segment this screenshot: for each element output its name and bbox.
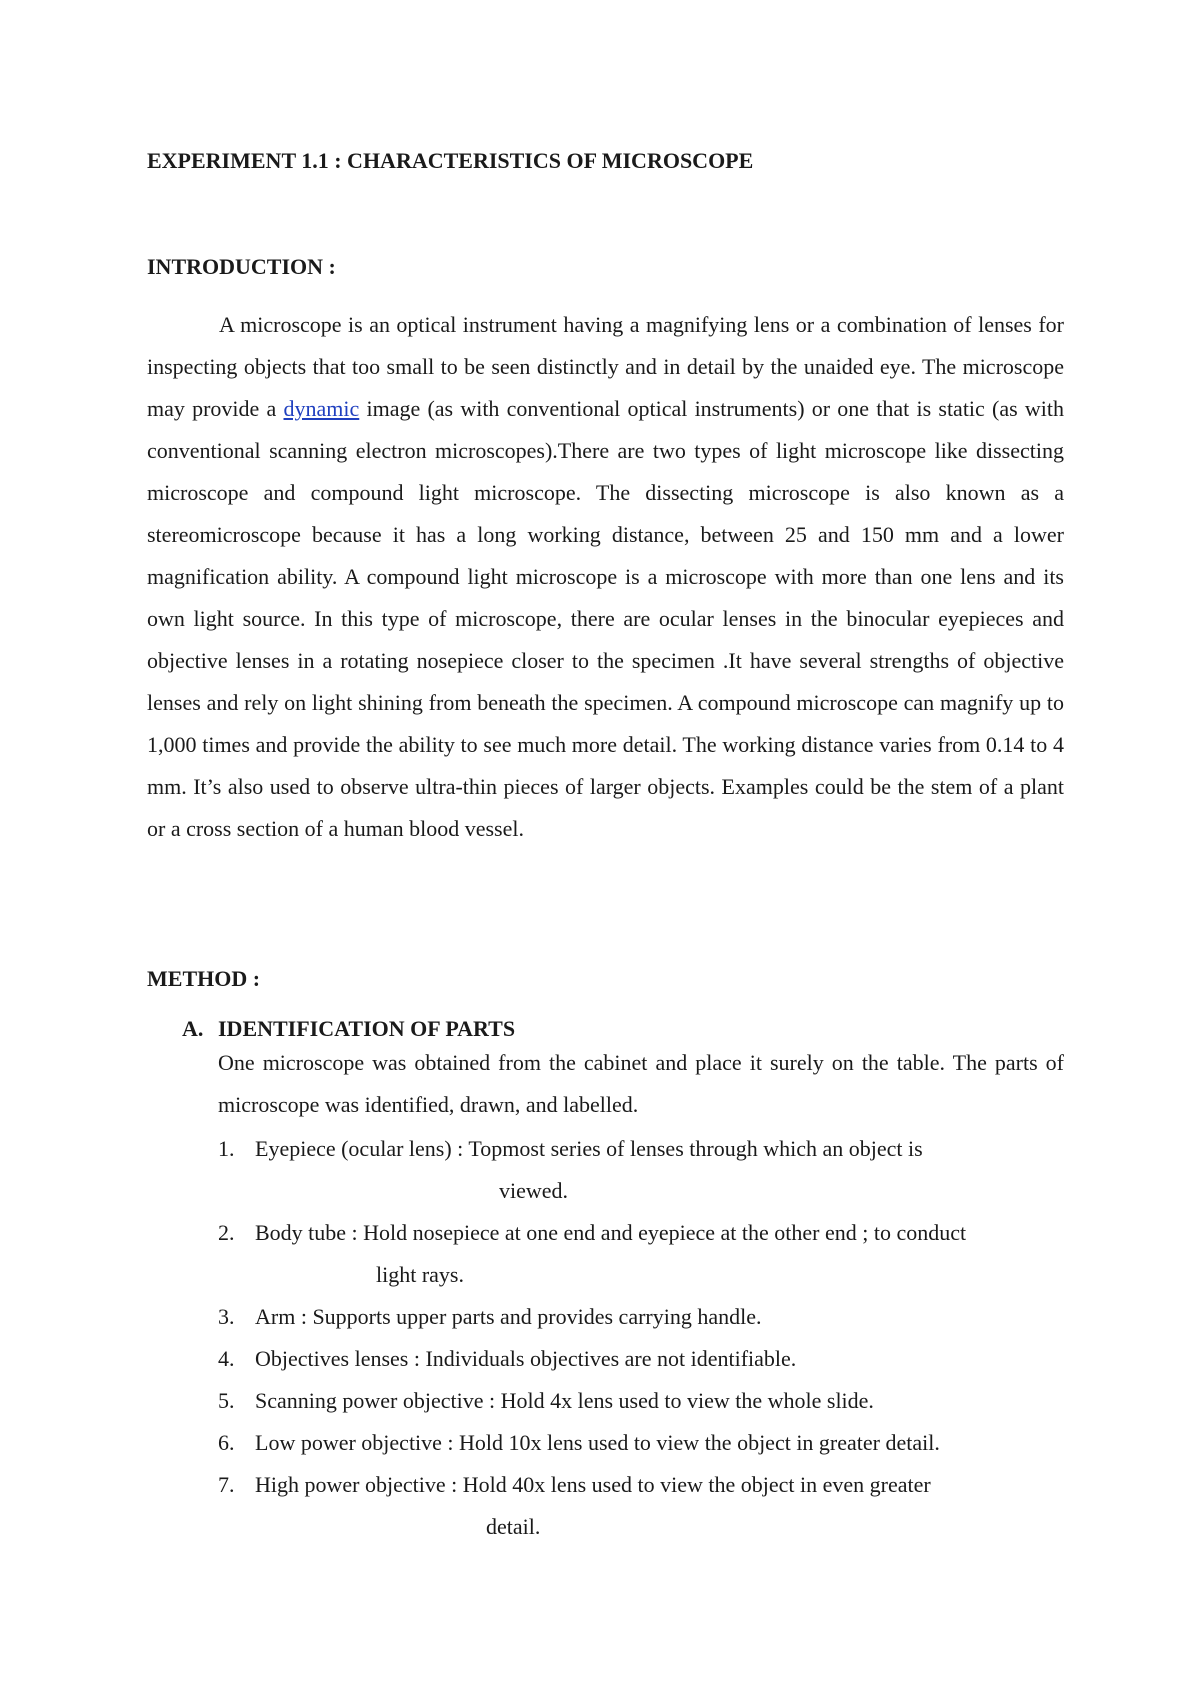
list-item-number: 4. (218, 1346, 235, 1371)
section-a-title: IDENTIFICATION OF PARTS (218, 1016, 516, 1041)
list-item (218, 1422, 940, 1464)
section-a-heading (182, 1016, 515, 1042)
list-item-text: Objectives lenses : Individuals objectives are not identifiable. (255, 1346, 797, 1371)
list-item-continuation: viewed. (499, 1178, 569, 1203)
list-item-text: Arm : Supports upper parts and provides carrying handle. (255, 1304, 762, 1329)
list-item (218, 1338, 796, 1380)
list-item (218, 1380, 874, 1422)
list-item-number: 3. (218, 1304, 235, 1329)
section-a-letter: A. (182, 1016, 204, 1041)
list-item-number: 2. (218, 1220, 235, 1245)
section-a-paragraph: One microscope was obtained from the cabinet and place it surely on the table. The parts of microscope was identified, drawn, and labelled. (218, 1050, 1064, 1117)
list-item-number: 7. (218, 1472, 235, 1497)
document-title: EXPERIMENT 1.1 : CHARACTERISTICS OF MICROSCOPE (147, 148, 754, 173)
introduction-heading: INTRODUCTION : (147, 254, 336, 279)
list-item-number: 1. (218, 1136, 235, 1161)
list-item-number: 6. (218, 1430, 235, 1455)
dynamic-link[interactable]: dynamic (283, 396, 360, 421)
list-item-text: Body tube : Hold nosepiece at one end and eyepiece at the other end ; to conduct (255, 1220, 967, 1245)
list-item-text: Scanning power objective : Hold 4x lens used to view the whole slide. (255, 1388, 874, 1413)
list-item-text: Low power objective : Hold 10x lens used to view the object in greater detail. (255, 1430, 940, 1455)
introduction-text-before-link: A microscope is an optical instrument having a magnifying lens or a combination of lenses for inspecting objects that too small to be seen distinctly and in detail by the unaided eye. The microscope may provide a (147, 312, 1064, 421)
method-heading: METHOD : (147, 966, 261, 991)
list-item (218, 1128, 923, 1170)
list-item-continuation: light rays. (376, 1262, 464, 1287)
list-item (218, 1212, 966, 1254)
list-item-continuation: detail. (486, 1514, 541, 1539)
list-item (218, 1296, 762, 1338)
introduction-paragraph (147, 304, 1064, 850)
list-item-text: High power objective : Hold 40x lens used to view the object in even greater (255, 1472, 931, 1497)
introduction-text-after-link: image (as with conventional optical instruments) or one that is static (as with conventional scanning electron microscopes).There are two types of light microscope like dissecting microscope and compound light microscope. The dissecting microscope is also known as a stereomicroscope because it has a long working distance, between 25 and 150 mm and a lower magnification ability. A compound light microscope is a microscope with more than one lens and its own light source. In this type of microscope, there are ocular lenses in the binocular eyepieces and objective lenses in a rotating nosepiece closer to the specimen .It have several strengths of objective lenses and rely on light shining from beneath the specimen. A compound microscope can magnify up to 1,000 times and provide the ability to see much more detail. The working distance varies from 0.14 to 4 mm. It’s also used to observe ultra-thin pieces of larger objects. Examples could be the stem of a plant or a cross section of a human blood vessel. (147, 396, 1064, 841)
list-item-text: Eyepiece (ocular lens) : Topmost series of lenses through which an object is (255, 1136, 923, 1161)
list-item (218, 1464, 931, 1506)
list-item-number: 5. (218, 1388, 235, 1413)
